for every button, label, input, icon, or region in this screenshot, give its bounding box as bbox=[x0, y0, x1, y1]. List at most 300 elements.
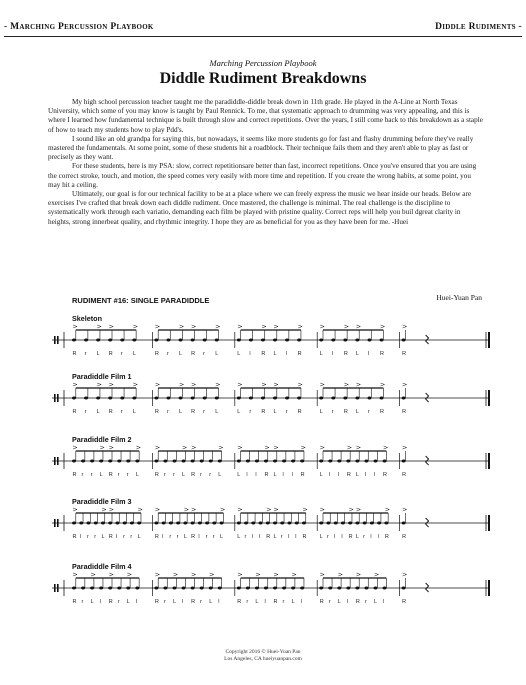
page-footer bbox=[0, 649, 526, 663]
note-head bbox=[331, 339, 335, 342]
clef-bar bbox=[57, 336, 59, 344]
note-head bbox=[259, 522, 263, 525]
note-head bbox=[108, 339, 112, 342]
note-head bbox=[383, 460, 387, 463]
note-head bbox=[182, 460, 186, 463]
note-head bbox=[343, 397, 347, 400]
sticking-letter: l bbox=[182, 599, 184, 605]
sticking-letter: R bbox=[72, 409, 77, 415]
accent-mark bbox=[344, 383, 348, 386]
note-head bbox=[374, 587, 378, 590]
note-head bbox=[126, 460, 130, 463]
sticking-letter: l bbox=[264, 599, 266, 605]
sticking-letter: L bbox=[237, 351, 241, 357]
accent-mark bbox=[192, 573, 196, 576]
note-head bbox=[203, 397, 207, 400]
sticking-letter: R bbox=[264, 472, 269, 478]
note-head bbox=[237, 339, 241, 342]
accent-mark bbox=[73, 446, 77, 449]
sticking-letter: r bbox=[363, 534, 365, 540]
copyright: Copyright 2016 © Huei-Yuan Pan bbox=[225, 649, 301, 655]
accent-mark bbox=[155, 325, 159, 328]
exercise-label: Paradiddle Film 4 bbox=[72, 562, 132, 571]
accent-mark bbox=[109, 508, 113, 511]
accent-mark bbox=[109, 573, 113, 576]
note-head bbox=[79, 522, 83, 525]
location-website: Los Angeles, CA hueiyuanpan.com bbox=[224, 656, 302, 662]
intro-paragraph: For these students, here is my PSA: slow, correct repetitionsare better than fast, incorrect repetitions. Once you've ensured that you are using the correct stroke, touch, and motion, the speed comes very easily with more time and repetition. If you create the wrong habits, at some point, you may hit a ceiling. bbox=[48, 162, 477, 189]
sticking-letter: r bbox=[331, 409, 334, 415]
note-head bbox=[191, 522, 195, 525]
note-head bbox=[364, 587, 368, 590]
sticking-letter: R bbox=[108, 599, 113, 605]
sticking-letter: L bbox=[273, 409, 277, 415]
note-head bbox=[90, 460, 94, 463]
accent-mark bbox=[338, 573, 342, 576]
accent-mark bbox=[356, 508, 360, 511]
note-head bbox=[343, 339, 347, 342]
note-head bbox=[200, 460, 204, 463]
accent-mark bbox=[210, 573, 214, 576]
accent-mark bbox=[97, 383, 101, 386]
accent-mark bbox=[127, 573, 131, 576]
sticking-letter: r bbox=[326, 534, 329, 540]
accent-mark bbox=[262, 325, 266, 328]
sticking-letter: L bbox=[137, 534, 141, 540]
accent-mark bbox=[356, 325, 360, 328]
sticking-letter: r bbox=[130, 534, 133, 540]
sticking-letter: r bbox=[328, 599, 331, 605]
accent-mark bbox=[133, 383, 137, 386]
exercise-film-3 bbox=[0, 497, 526, 547]
note-head bbox=[154, 587, 158, 590]
accent-mark bbox=[155, 508, 159, 511]
sticking-letter: L bbox=[101, 534, 105, 540]
note-head bbox=[280, 522, 284, 525]
note-head bbox=[285, 339, 289, 342]
sticking-letter: L bbox=[96, 351, 100, 357]
intro-paragraph: My high school percussion teacher taught me the paradiddle-diddle break down in 11th grade. He played in the A-Line at North Texas University, which some of you may know is taught by Paul Rennick. To me, that systematic approach to drumming was very appealing, and this is where I learned how fundamental technique is built through slow and correct repetitions. Over the years, I still come back to this breakdown as a staple of how to teach my students how to play Pdd's. bbox=[48, 98, 483, 134]
note-head bbox=[86, 522, 90, 525]
sticking-letter: r bbox=[173, 472, 175, 478]
accent-mark bbox=[262, 383, 266, 386]
sticking-letter: R bbox=[72, 599, 77, 605]
accent-mark bbox=[381, 383, 385, 386]
note-head bbox=[370, 522, 374, 525]
sticking-letter: L bbox=[215, 409, 219, 415]
sticking-letter: L bbox=[291, 599, 295, 605]
sticking-letter: R bbox=[191, 351, 196, 357]
note-head bbox=[255, 460, 259, 463]
note-head bbox=[383, 587, 387, 590]
sticking-letter: r bbox=[364, 599, 367, 605]
note-head bbox=[337, 587, 341, 590]
note-head bbox=[251, 522, 255, 525]
note-head bbox=[402, 460, 406, 463]
sticking-letter: R bbox=[154, 599, 159, 605]
note-head bbox=[331, 397, 335, 400]
note-head bbox=[295, 522, 299, 525]
sticking-letter: L bbox=[218, 472, 222, 478]
note-head bbox=[364, 460, 368, 463]
sticking-letter: L bbox=[173, 599, 177, 605]
sticking-letter: R bbox=[72, 534, 77, 540]
notation-staff bbox=[0, 505, 526, 547]
note-head bbox=[117, 460, 121, 463]
accent-mark bbox=[344, 325, 348, 328]
note-head bbox=[264, 587, 268, 590]
note-head bbox=[120, 339, 124, 342]
accent-mark bbox=[403, 446, 407, 449]
sticking-letter: l bbox=[334, 534, 336, 540]
note-head bbox=[346, 460, 350, 463]
accent-mark bbox=[216, 325, 220, 328]
note-head bbox=[163, 587, 167, 590]
note-head bbox=[264, 460, 268, 463]
accent-mark bbox=[219, 446, 223, 449]
note-head bbox=[191, 339, 195, 342]
note-head bbox=[273, 339, 277, 342]
sticking-letter: l bbox=[364, 472, 367, 478]
note-head bbox=[96, 339, 100, 342]
sticking-letter: R bbox=[343, 351, 348, 357]
note-head bbox=[355, 587, 359, 590]
accent-mark bbox=[192, 325, 196, 328]
sticking-letter: r bbox=[84, 409, 87, 415]
sticking-letter: L bbox=[179, 351, 183, 357]
sticking-letter: r bbox=[282, 599, 285, 605]
accent-mark bbox=[320, 573, 324, 576]
accent-mark bbox=[138, 508, 142, 511]
note-head bbox=[363, 522, 367, 525]
sticking-letter: l bbox=[331, 351, 334, 357]
note-head bbox=[72, 587, 76, 590]
accent-mark bbox=[274, 573, 278, 576]
note-head bbox=[135, 587, 139, 590]
note-head bbox=[72, 339, 76, 342]
note-head bbox=[99, 587, 103, 590]
sticking-letter: r bbox=[203, 351, 206, 357]
note-head bbox=[246, 587, 250, 590]
accent-mark bbox=[298, 383, 302, 386]
accent-mark bbox=[320, 325, 324, 328]
accent-mark bbox=[403, 383, 407, 386]
note-head bbox=[237, 522, 241, 525]
note-head bbox=[72, 522, 76, 525]
note-head bbox=[117, 587, 121, 590]
sticking-letter: R bbox=[402, 472, 407, 478]
sticking-letter: L bbox=[99, 472, 103, 478]
accent-mark bbox=[347, 446, 351, 449]
accent-mark bbox=[301, 446, 305, 449]
accent-mark bbox=[100, 446, 104, 449]
sticking-letter: L bbox=[237, 409, 241, 415]
sticking-letter: l bbox=[285, 351, 287, 357]
clef-bar bbox=[57, 394, 59, 402]
sticking-letter: L bbox=[319, 534, 323, 540]
accent-mark bbox=[109, 383, 113, 386]
note-head bbox=[282, 460, 286, 463]
sticking-letter: L bbox=[132, 351, 136, 357]
sticking-letter: R bbox=[380, 351, 385, 357]
note-head bbox=[126, 587, 130, 590]
note-head bbox=[297, 339, 301, 342]
sticking-letter: L bbox=[132, 409, 136, 415]
accent-mark bbox=[183, 446, 187, 449]
sticking-letter: r bbox=[94, 534, 97, 540]
note-head bbox=[108, 587, 112, 590]
sticking-letter: r bbox=[209, 472, 212, 478]
accent-mark bbox=[403, 508, 407, 511]
note-head bbox=[173, 460, 177, 463]
sticking-letter: r bbox=[81, 599, 84, 605]
exercise-film-2 bbox=[0, 435, 526, 485]
sticking-letter: L bbox=[96, 409, 100, 415]
note-head bbox=[300, 587, 304, 590]
sticking-letter: R bbox=[273, 599, 278, 605]
note-head bbox=[132, 339, 136, 342]
sticking-letter: R bbox=[402, 409, 407, 415]
running-header bbox=[4, 22, 522, 37]
sticking-letter: l bbox=[79, 534, 81, 540]
accent-mark bbox=[298, 325, 302, 328]
note-head bbox=[120, 397, 124, 400]
sticking-letter: r bbox=[367, 409, 370, 415]
note-head bbox=[179, 339, 183, 342]
note-head bbox=[285, 397, 289, 400]
note-head bbox=[209, 460, 213, 463]
sticking-letter: L bbox=[319, 351, 323, 357]
sticking-letter: l bbox=[295, 534, 297, 540]
sticking-letter: L bbox=[215, 351, 219, 357]
accent-mark bbox=[356, 573, 360, 576]
accent-mark bbox=[375, 573, 379, 576]
note-head bbox=[108, 397, 112, 400]
note-head bbox=[249, 339, 253, 342]
sticking-letter: r bbox=[120, 351, 123, 357]
sticking-letter: L bbox=[374, 599, 378, 605]
sticking-letter: L bbox=[255, 599, 259, 605]
sticking-letter: L bbox=[135, 472, 139, 478]
sticking-letter: R bbox=[108, 409, 113, 415]
sticking-letter: R bbox=[154, 472, 159, 478]
accent-mark bbox=[274, 446, 278, 449]
sticking-letter: r bbox=[84, 351, 87, 357]
accent-mark bbox=[184, 508, 188, 511]
sticking-letter: L bbox=[183, 534, 187, 540]
note-head bbox=[191, 460, 195, 463]
clef-bar bbox=[57, 584, 59, 592]
note-head bbox=[255, 587, 259, 590]
accent-mark bbox=[267, 508, 271, 511]
accent-mark bbox=[180, 325, 184, 328]
accent-mark bbox=[384, 446, 388, 449]
note-head bbox=[215, 339, 219, 342]
note-head bbox=[261, 397, 265, 400]
intro-paragraph: Ultimately, our goal is for our technical facility to be at a place where we can freely express the music we hear inside our heads. Below are exercises I've crafted that break down each diddle rudiment. Once mastered, the challenge is minimal. The real challenge is the discipline to systematically work through each variatio, demanding each film be played with pristine quality. Correct reps will help you buil dgreat clarity in heights, strong innerbeat quality, and rhythmic integrity. I hope they are as beneficial for you as they have been for me. -Huei bbox=[48, 190, 472, 226]
sticking-letter: R bbox=[191, 409, 196, 415]
accent-mark bbox=[320, 383, 324, 386]
sticking-letter: l bbox=[346, 599, 349, 605]
sticking-letter: l bbox=[291, 472, 293, 478]
sticking-letter: L bbox=[237, 534, 241, 540]
accent-mark bbox=[192, 446, 196, 449]
accent-mark bbox=[73, 383, 77, 386]
note-head bbox=[355, 460, 359, 463]
sticking-letter: L bbox=[355, 534, 359, 540]
sticking-letter: R bbox=[384, 534, 389, 540]
accent-mark bbox=[265, 446, 269, 449]
sticking-letter: l bbox=[99, 599, 101, 605]
sticking-letter: l bbox=[328, 472, 330, 478]
note-head bbox=[326, 522, 330, 525]
accent-mark bbox=[73, 573, 77, 576]
note-head bbox=[297, 397, 301, 400]
accent-mark bbox=[155, 446, 159, 449]
sticking-letter: r bbox=[117, 472, 120, 478]
page-title: Diddle Rudiment Breakdowns bbox=[159, 70, 367, 87]
rest bbox=[426, 518, 429, 527]
accent-mark bbox=[155, 383, 159, 386]
sticking-letter: R bbox=[297, 409, 302, 415]
sticking-letter: l bbox=[246, 472, 248, 478]
sticking-letter: L bbox=[273, 472, 277, 478]
note-head bbox=[96, 397, 100, 400]
note-head bbox=[334, 522, 338, 525]
accent-mark bbox=[102, 508, 106, 511]
sticking-letter: r bbox=[81, 472, 84, 478]
accent-mark bbox=[238, 325, 242, 328]
note-head bbox=[166, 339, 170, 342]
accent-mark bbox=[403, 573, 407, 576]
note-head bbox=[237, 587, 241, 590]
sticking-letter: R bbox=[346, 472, 351, 478]
final-barline bbox=[488, 390, 490, 406]
sticking-letter: R bbox=[72, 351, 77, 357]
sticking-letter: R bbox=[266, 534, 271, 540]
accent-mark bbox=[73, 325, 77, 328]
note-head bbox=[287, 522, 291, 525]
exercise-skeleton bbox=[0, 314, 526, 364]
rudiment-title: RUDIMENT #16: SINGLE PARADIDDLE bbox=[72, 296, 210, 305]
accent-mark bbox=[73, 508, 77, 511]
note-head bbox=[402, 339, 406, 342]
sticking-letter: l bbox=[282, 472, 284, 478]
clef-bar bbox=[54, 519, 56, 527]
sticking-letter: L bbox=[355, 409, 359, 415]
note-head bbox=[367, 397, 371, 400]
sticking-letter: l bbox=[287, 534, 290, 540]
sticking-letter: l bbox=[341, 534, 343, 540]
accent-mark bbox=[292, 573, 296, 576]
sticking-letter: r bbox=[212, 534, 215, 540]
clef-bar bbox=[57, 519, 59, 527]
accent-mark bbox=[274, 383, 278, 386]
note-head bbox=[72, 460, 76, 463]
sticking-letter: L bbox=[273, 351, 277, 357]
sticking-letter: r bbox=[280, 534, 283, 540]
sticking-letter: R bbox=[108, 351, 113, 357]
note-head bbox=[191, 587, 195, 590]
sticking-letter: R bbox=[191, 599, 196, 605]
sticking-letter: R bbox=[154, 534, 159, 540]
sticking-letter: L bbox=[126, 599, 130, 605]
sticking-letter: l bbox=[377, 534, 379, 540]
note-head bbox=[300, 460, 304, 463]
note-head bbox=[215, 397, 219, 400]
note-head bbox=[191, 397, 195, 400]
sticking-letter: l bbox=[374, 472, 376, 478]
note-head bbox=[328, 587, 332, 590]
final-barline bbox=[488, 580, 490, 596]
note-head bbox=[108, 460, 112, 463]
note-head bbox=[183, 522, 187, 525]
sticking-letter: R bbox=[108, 472, 113, 478]
sticking-letter: r bbox=[205, 534, 208, 540]
note-head bbox=[246, 460, 250, 463]
sticking-letter: r bbox=[203, 409, 206, 415]
note-head bbox=[319, 587, 323, 590]
notation-staff bbox=[0, 322, 526, 364]
note-head bbox=[348, 522, 352, 525]
note-head bbox=[346, 587, 350, 590]
sticking-letter: r bbox=[166, 351, 169, 357]
sticking-letter: R bbox=[302, 534, 307, 540]
sticking-letter: L bbox=[273, 534, 277, 540]
sticking-letter: L bbox=[182, 472, 186, 478]
sticking-letter: r bbox=[126, 472, 129, 478]
sticking-letter: l bbox=[367, 351, 370, 357]
accent-mark bbox=[256, 573, 260, 576]
sticking-letter: l bbox=[337, 472, 340, 478]
sticking-letter: R bbox=[300, 472, 305, 478]
sticking-letter: L bbox=[319, 409, 323, 415]
sticking-letter: R bbox=[380, 409, 385, 415]
note-head bbox=[163, 460, 167, 463]
sticking-letter: R bbox=[237, 599, 242, 605]
accent-mark bbox=[97, 325, 101, 328]
sticking-letter: R bbox=[383, 472, 388, 478]
note-head bbox=[355, 397, 359, 400]
accent-mark bbox=[180, 383, 184, 386]
accent-mark bbox=[238, 446, 242, 449]
note-head bbox=[355, 522, 359, 525]
note-head bbox=[218, 587, 222, 590]
accent-mark bbox=[274, 325, 278, 328]
accent-mark bbox=[216, 383, 220, 386]
note-head bbox=[179, 397, 183, 400]
note-head bbox=[115, 522, 119, 525]
note-head bbox=[209, 587, 213, 590]
sticking-letter: R bbox=[108, 534, 113, 540]
sticking-letter: l bbox=[370, 534, 372, 540]
note-head bbox=[319, 397, 323, 400]
rest bbox=[426, 583, 429, 592]
accent-mark bbox=[356, 383, 360, 386]
intro-paragraph: I sound like an old grandpa for saying this, but nowadays, it seems like more students go for fast and flashy drumming before they've really mastered the fundamentals. At some point, some of these students hit a roadblock. Their technique fails them and they aren't able to play as fast or precisely as they want. bbox=[48, 134, 474, 162]
sticking-letter: l bbox=[251, 534, 254, 540]
accent-mark bbox=[192, 508, 196, 511]
clef-bar bbox=[54, 394, 56, 402]
note-head bbox=[384, 522, 388, 525]
note-head bbox=[282, 587, 286, 590]
note-head bbox=[291, 587, 295, 590]
note-head bbox=[166, 397, 170, 400]
accent-mark bbox=[238, 508, 242, 511]
exercise-label: Paradiddle Film 2 bbox=[72, 435, 132, 444]
sticking-letter: l bbox=[135, 599, 138, 605]
accent-mark bbox=[274, 508, 278, 511]
